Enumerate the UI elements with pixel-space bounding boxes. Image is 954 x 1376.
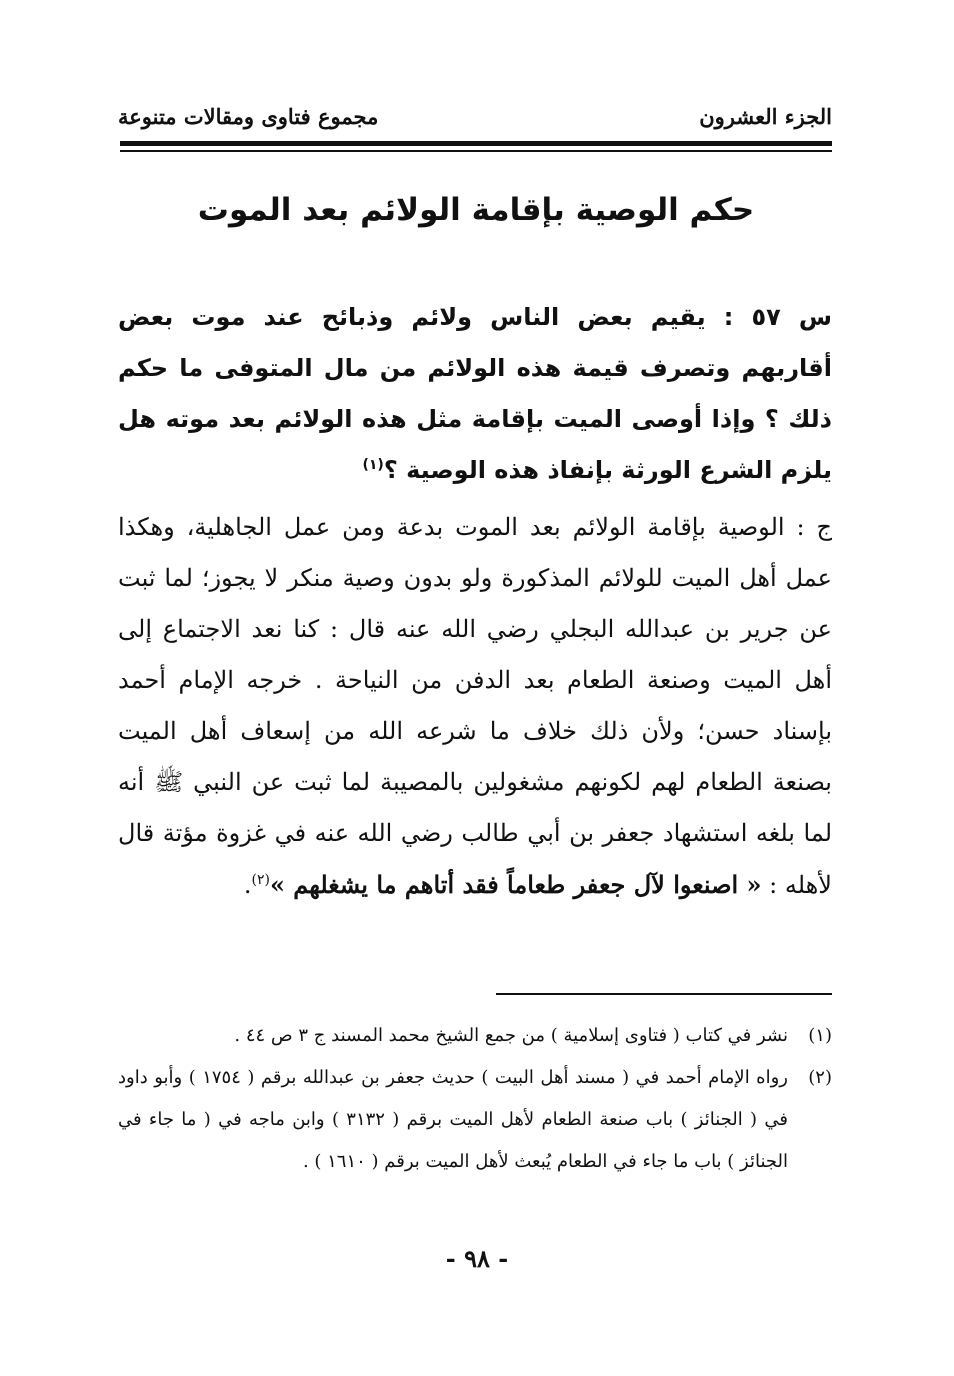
book-title: مجموع فتاوى ومقالات متنوعة xyxy=(118,103,379,129)
running-header xyxy=(118,96,832,136)
question-text: يقيم بعض الناس ولائم وذبائح عند موت بعض أقاربهم وتصرف قيمة هذه الولائم من مال المتوفى ما حكم ذلك ؟ وإذا أوصى الميت بإقامة مثل هذه الولائم بعد موته هل يلزم الشرع الورثة بإنفاذ هذه الوصية ؟ xyxy=(118,303,832,484)
hadith-quote: « اصنعوا لآل جعفر طعاماً فقد أتاهم ما يشغلهم » xyxy=(269,870,762,899)
footnote-number: (١) xyxy=(808,1025,832,1046)
footnote-text: رواه الإمام أحمد في ( مسند أهل البيت ) حديث جعفر بن عبدالله برقم ( ١٧٥٤ ) وأبو داود في ( الجنائز ) باب صنعة الطعام لأهل الميت برقم ( ٣١٣٢ ) وابن ماجه في ( ما جاء في الجنائز ) باب ما جاء في الطعام يُبعث لأهل الميت برقم ( ١٦١٠ ) . xyxy=(118,1067,788,1172)
header-rule-thin xyxy=(120,150,832,152)
answer-text: الوصية بإقامة الولائم بعد الموت بدعة ومن عمل الجاهلية، وهكذا عمل أهل الميت للولائم المذكورة ولو بدون وصية منكر لا يجوز؛ لما ثبت عن جرير بن عبدالله البجلي رضي الله عنه قال : كنا نعد الاجتماع إلى أهل الميت وصنعة الطعام بعد الدفن من النياحة . خرجه الإمام أحمد بإسناد حسن؛ ولأن ذلك خلاف ما شرعه الله من إسعاف أهل الميت بصنعة الطعام لهم لكونهم مشغولين بالمصيبة لما ثبت عن النبي ﷺ أنه لما بلغه استشهاد جعفر بن أبي طالب رضي الله عنه في غزوة مؤتة قال لأهله : xyxy=(118,513,833,899)
footnote-text: نشر في كتاب ( فتاوى إسلامية ) من جمع الشيخ محمد المسند ج ٣ ص ٤٤ . xyxy=(234,1025,788,1046)
footnote-ref-2: (٢) xyxy=(251,872,270,888)
header-rule-thick xyxy=(120,141,832,146)
answer-end: . xyxy=(243,871,252,899)
footnotes xyxy=(118,1015,832,1183)
footnote-ref-1: (١) xyxy=(362,457,384,473)
section-title: حكم الوصية بإقامة الولائم بعد الموت xyxy=(197,192,755,228)
footnote-item xyxy=(118,1015,832,1057)
answer-label: ج : xyxy=(796,513,832,541)
page-number: - ٩٨ - xyxy=(445,1244,509,1273)
footnote-separator xyxy=(496,993,832,995)
footnote-number: (٢) xyxy=(808,1067,832,1088)
answer-paragraph xyxy=(118,502,832,911)
footnote-item xyxy=(118,1057,832,1183)
question-label: س ٥٧ : xyxy=(723,303,833,331)
question-paragraph xyxy=(118,292,832,496)
volume-label: الجزء العشرون xyxy=(699,103,832,129)
